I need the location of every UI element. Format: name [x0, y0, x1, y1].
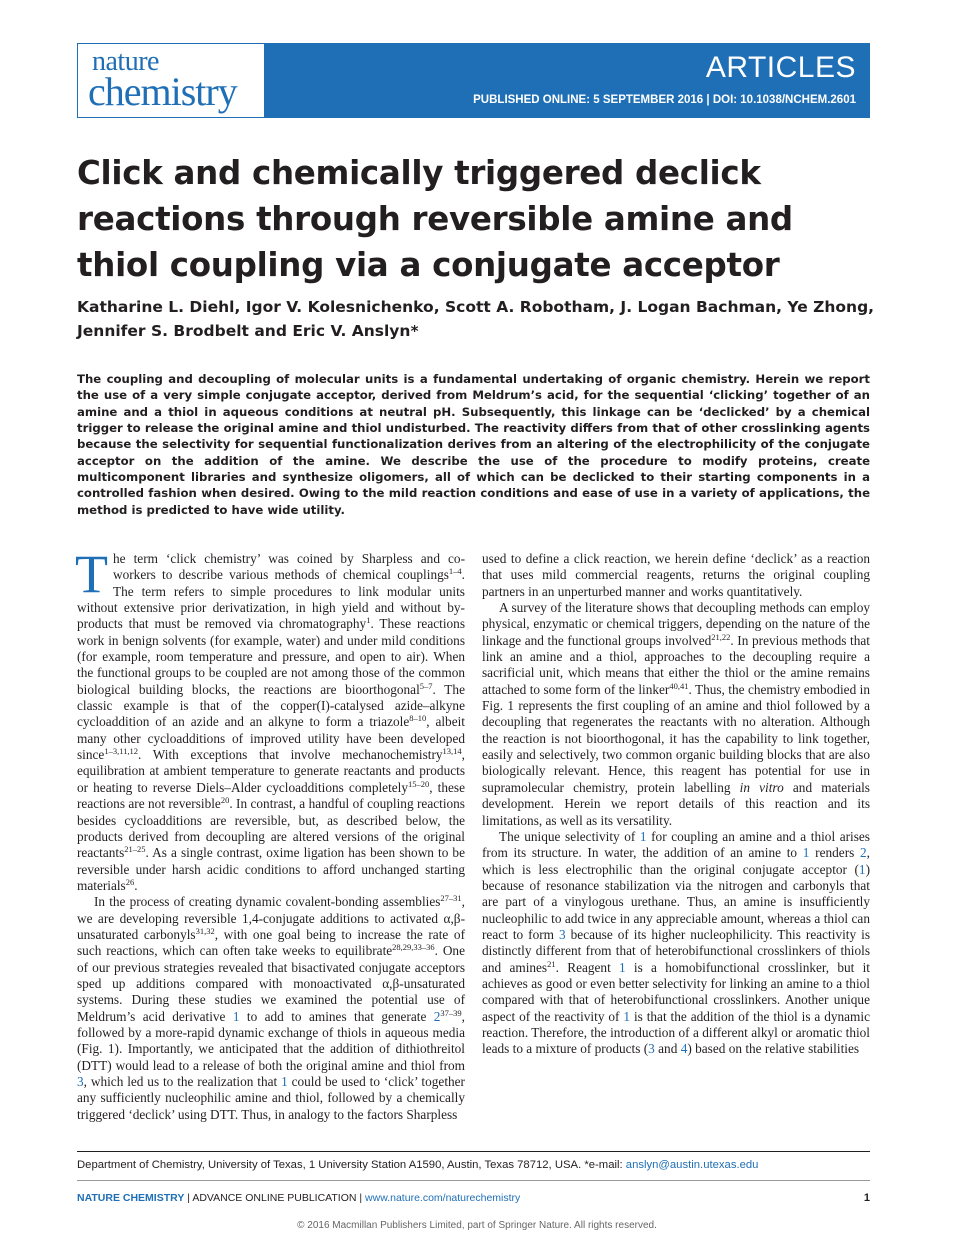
- compound-reference-link[interactable]: 3: [559, 926, 566, 942]
- text-run: , which led us to the realization that: [83, 1074, 282, 1089]
- compound-reference-link[interactable]: 2: [433, 1008, 441, 1024]
- affiliation-text: Department of Chemistry, University of Texas, 1 University Station A1590, Austin, Texas 78712, USA. *e-mail:: [77, 1159, 626, 1171]
- text-run: for coupling an amine and a thiol arises from its structure. In water, the addition of an amine to: [482, 828, 870, 861]
- compound-reference-link[interactable]: 1: [858, 861, 866, 877]
- text-run: renders: [809, 845, 861, 861]
- body-column-left: [75, 544, 465, 1123]
- publication-info: [473, 95, 856, 107]
- compound-reference-link[interactable]: 2: [860, 845, 867, 861]
- body-paragraph: [77, 894, 465, 1123]
- column-content: [482, 551, 870, 1058]
- text-run: , which is less electrophilic than the original conjugate acceptor (: [482, 845, 870, 877]
- text-run: In the process of creating dynamic covalent-bonding assemblies: [94, 894, 441, 910]
- compound-reference-link[interactable]: 1: [281, 1074, 288, 1089]
- citation-superscript[interactable]: 27–31: [440, 893, 462, 904]
- body-paragraph: [75, 544, 465, 894]
- citation-superscript[interactable]: 8–10: [409, 713, 427, 724]
- text-run: because of its higher nucleophilicity. This reactivity is distinctly different from that of heterobifunctional crosslinkers of thiols and amines: [482, 926, 870, 975]
- journal-name: NATURE CHEMISTRY: [77, 1192, 185, 1204]
- text-run: to add to amines that generate: [239, 1008, 434, 1024]
- text-run: could be used to ‘click’ together any sufficiently nucleophilic amine and thiol, followed by a chemically triggered ‘declick’ using DTT. Thus, in analogy to the factors Sharpless: [77, 1074, 465, 1122]
- text-run: is that the addition of the thiol is a dynamic reaction. Therefore, the introduction of a different alkyl or aromatic thiol leads to a mixture of products (: [482, 1008, 870, 1057]
- section-label: ARTICLES: [705, 51, 856, 84]
- header-bar: [265, 43, 870, 118]
- doi-link[interactable]: DOI: 10.1038/NCHEM.2601: [712, 94, 856, 106]
- text-run: , with one goal being to increase the rate of such reactions, which can often take weeks to equilibrate: [77, 926, 465, 959]
- text-run: he term ‘click chemistry’ was coined by Sharpless and co-workers to describe various methods of chemical couplings: [113, 551, 465, 583]
- affiliation: [77, 1159, 877, 1171]
- citation-superscript[interactable]: 21–25: [124, 844, 146, 855]
- text-run: The unique selectivity of: [499, 828, 640, 844]
- text-run: . In previous methods that link an amine and a thiol, approaches to the decoupling require a sacrificial unit, which means that either the thiol or the amine remains attached to some form of the linker: [482, 632, 870, 697]
- citation-superscript[interactable]: 1–4: [448, 566, 462, 577]
- footer-rule: [77, 1180, 870, 1181]
- citation-superscript[interactable]: 26: [125, 876, 135, 887]
- citation-superscript[interactable]: 1: [366, 615, 371, 626]
- citation-superscript[interactable]: 21: [547, 958, 556, 969]
- text-run: . With exceptions that involve mechanochemistry: [138, 747, 443, 763]
- author-list: Katharine L. Diehl, Igor V. Kolesnichenko, Scott A. Robotham, J. Logan Bachman, Ye Zhong, Jennifer S. Brodbelt and Eric V. Anslyn*: [77, 298, 875, 340]
- text-run: ) based on the relative stabilities: [687, 1041, 860, 1057]
- compound-reference-link[interactable]: 3: [77, 1074, 84, 1089]
- journal-header: [77, 43, 870, 118]
- abstract: The coupling and decoupling of molecular units is a fundamental undertaking of organic chemistry. Herein we report the use of a very simple conjugate acceptor, derived from Meldrum’s acid, for the sequential ‘clicking’ together of an amine and a thiol in aqueous conditions at neutral pH. Subsequently, this linkage can be ‘declicked’ by a chemical trigger to release the original amine and thiol undisturbed. The reactivity differs from that of other crosslinking agents because the selectivity for sequential functionalization derives from an altering of the electrophilicity of the conjugate acceptor on the addition of the amine. We describe the use of the procedure to modify proteins, create multicomponent libraries and synthesize oligomers, all of which can be declicked to their starting components in a controlled fashion when desired. Owing to the mild reaction conditions and ease of use in a variety of applications, the method is predicted to have wide utility.: [77, 372, 870, 517]
- citation-superscript[interactable]: 20: [220, 795, 230, 806]
- text-run: A survey of the literature shows that decoupling methods can employ physical, enzymatic or chemical triggers, depending on the nature of the linkage and the functional groups involved: [482, 600, 870, 648]
- body-paragraph: [482, 600, 870, 829]
- logo-chemistry-text: chemistry: [88, 69, 237, 114]
- citation-superscript[interactable]: 40,41: [669, 680, 689, 691]
- article-title: Click and chemically triggered declick reactions through reversible amine and thiol coupling via a conjugate acceptor: [77, 154, 793, 284]
- logo-nature-text: nature: [92, 46, 159, 77]
- text-run: used to define a click reaction, we herein define ‘declick’ as a reaction that uses mild commercial reagents, returns the original coupling partners in an unperturbed manner and works quantitatively.: [482, 551, 870, 599]
- published-date: PUBLISHED ONLINE: 5 SEPTEMBER 2016: [473, 94, 704, 106]
- citation-superscript[interactable]: 15–20: [408, 778, 430, 789]
- citation-superscript[interactable]: 21,22: [711, 631, 731, 642]
- text-run: , albeit many other cycloadditions of improved utility have been developed since: [77, 714, 465, 763]
- text-run: . These reactions work in benign solvents (for example, water) and under mild conditions (for example, room temperature and pressure, and open to air). When the functional groups to be coupled are not among those of the common biological building blocks, the reactions are bioorthogonal: [77, 616, 465, 697]
- italic-text: in vitro: [739, 779, 784, 795]
- text-run: and: [654, 1041, 681, 1057]
- body-column-right: [482, 551, 870, 1058]
- text-run: .: [134, 877, 138, 893]
- drop-cap: T: [75, 544, 108, 604]
- page-number: 1: [863, 1192, 870, 1204]
- citation-superscript[interactable]: 28,29,33–36: [392, 942, 435, 953]
- compound-reference-link[interactable]: 4: [680, 1041, 688, 1057]
- column-content: [75, 544, 465, 1123]
- text-run: ) because of resonance stabilization via the nitrogen and carbonyls that are part of a vinylogous urethane. Thus, an amine is insufficiently nucleophilic to add twice in any appreciable amount, whereas a thiol can react to form: [482, 861, 870, 942]
- text-run: and materials development. Herein we report details of this reaction and its limitations, as well as its versatility.: [482, 779, 870, 828]
- compound-reference-link[interactable]: 1: [802, 845, 810, 861]
- email-link[interactable]: anslyn@austin.utexas.edu: [625, 1159, 759, 1171]
- citation-superscript[interactable]: 31,32: [195, 925, 215, 936]
- body-paragraph: [482, 829, 870, 1058]
- compound-reference-link[interactable]: 3: [648, 1041, 655, 1057]
- journal-url-link[interactable]: www.nature.com/naturechemistry: [365, 1192, 521, 1204]
- text-run: , followed by a more-rapid dynamic exchange of thiols in aqueous media (Fig. 1). Importantly, we anticipated that the addition of dithiothreitol (DTT) would lead to a release of both the original amine and thiol from: [77, 1008, 465, 1073]
- text-run: , we are developing reversible 1,4-conjugate additions to activated α,β-unsaturated carbonyls: [77, 894, 465, 942]
- citation-superscript[interactable]: 1–3,11,12: [104, 746, 139, 757]
- journal-logo[interactable]: [77, 43, 265, 118]
- footer-rule: [77, 1151, 870, 1152]
- text-run: , these reactions are not reversible: [77, 779, 465, 812]
- text-run: is a homobifunctional crosslinker, but it achieves as good or even better selectivity for linking an amine to a thiol compared with that of heterobifunctional crosslinkers. Another unique aspect of the reactivity of: [482, 959, 870, 1024]
- citation-superscript[interactable]: 5–7: [419, 680, 433, 691]
- text-run: . The term refers to simple procedures to link modular units without extensive prior derivatization, in high yield and without by-products that must be removed via chromatography: [77, 567, 465, 632]
- compound-reference-link[interactable]: 1: [619, 959, 626, 975]
- citation-superscript[interactable]: 13,14: [442, 746, 462, 757]
- text-run: , equilibration at ambient temperature to generate reactants and products or heating to reverse Diels–Alder cycloadditions completely: [77, 747, 465, 795]
- copyright-notice: © 2016 Macmillan Publishers Limited, part of Springer Nature. All rights reserved.: [297, 1220, 657, 1231]
- text-run: . One of our previous strategies revealed that bisactivated conjugate acceptors sped up additions compared with monoactivated α,β-unsaturated systems. During these studies we examined the potential use of Meldrum’s acid derivative: [77, 943, 465, 1024]
- compound-reference-link[interactable]: 1: [639, 828, 647, 844]
- text-run: . In contrast, a handful of coupling reactions besides cycloadditions are reversible, but, as described below, the products derived from decoupling are altered versions of the original reactants: [77, 796, 465, 861]
- compound-reference-link[interactable]: 1: [623, 1008, 631, 1024]
- text-run: . Reagent: [555, 959, 620, 975]
- page-footer: [77, 1192, 870, 1204]
- separator: |: [703, 94, 713, 106]
- text-run: . Thus, the chemistry embodied in Fig. 1 represents the first coupling of an amine and thiol followed by a decoupling that regenerates the reactants with no alteration. Although the reaction is not bioorthogonal, it has the capability to link together, easily and selectively, two common organic building blocks that are also biologically relevant. Hence, this reagent has potential for use in supramolecular chemistry, protein labelling: [482, 681, 870, 795]
- citation-superscript[interactable]: 37–39: [440, 1007, 462, 1018]
- issue-info: | ADVANCE ONLINE PUBLICATION |: [184, 1192, 366, 1204]
- body-paragraph: [482, 551, 870, 600]
- compound-reference-link[interactable]: 1: [232, 1008, 240, 1024]
- text-run: . The classic example is that of the copper(I)-catalysed azide–alkyne cycloaddition of an azide and an alkyne to form a triazole: [77, 681, 465, 730]
- text-run: . As a single contrast, oxime ligation has been shown to be reversible under harsh acidic conditions to afford unchanged starting materials: [77, 845, 465, 893]
